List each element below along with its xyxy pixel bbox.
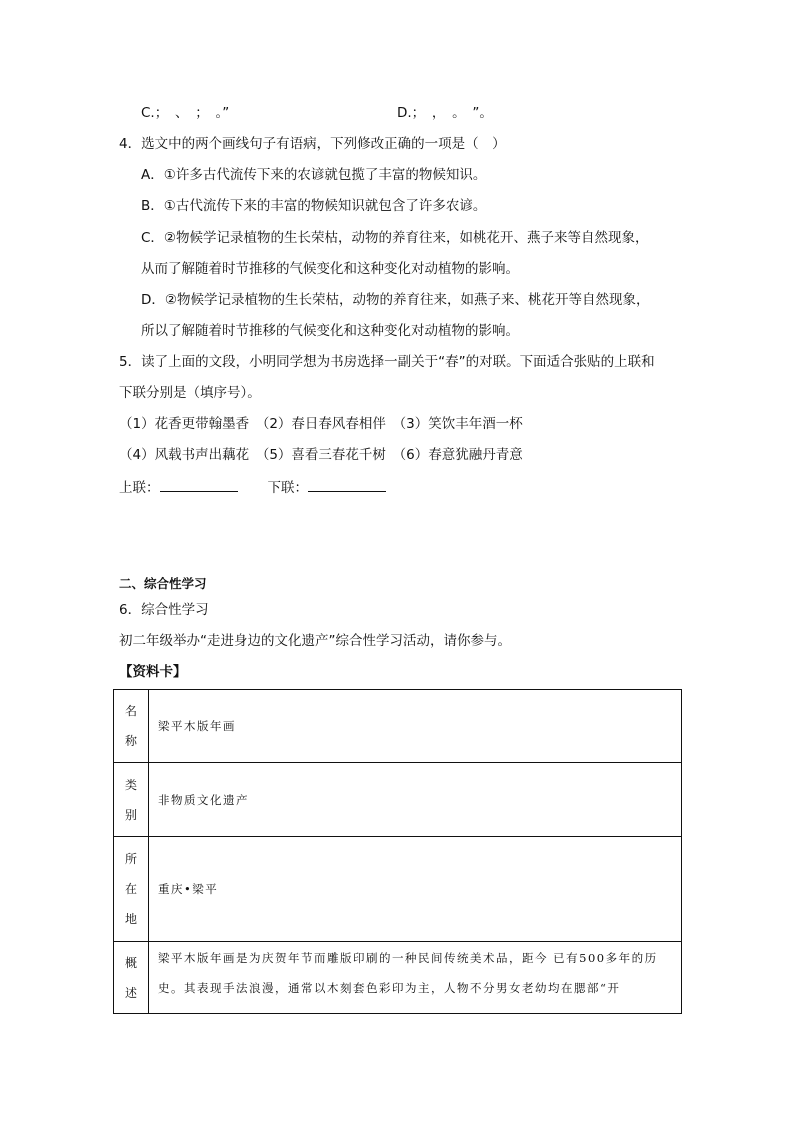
q4-option-d-line1: D．②物候学记录植物的生长荣枯，动物的养育往来，如燕子来、桃花开等自然现象，: [141, 292, 650, 308]
row-label-location: 所 在 地: [114, 837, 149, 942]
table-row: [114, 763, 682, 837]
row-label-overview: 概 述: [114, 942, 149, 1014]
q4-stem: 4．选文中的两个画线句子有语病，下列修改正确的一项是（ ）: [119, 136, 506, 152]
row-value-location: 重庆•梁平: [149, 837, 682, 942]
upper-couplet-label: 上联：: [119, 480, 160, 496]
lower-couplet-blank[interactable]: [308, 477, 386, 492]
q4-option-c-line2: 从而了解随着时节推移的气候变化和这种变化对动植物的影响。: [141, 261, 519, 277]
table-row: [114, 837, 682, 942]
q5-answer-row: [119, 477, 416, 498]
q3-option-d: D.； ， 。 ”。: [397, 105, 493, 121]
q5-choices-row2: （4）风载书声出藕花 （5）喜看三春花千树 （6）春意犹融丹青意: [119, 447, 523, 463]
q5-stem-line1: 5．读了上面的文段，小明同学想为书房选择一副关于“春”的对联。下面适合张贴的上联和: [119, 354, 655, 370]
upper-couplet-blank[interactable]: [160, 477, 238, 492]
row-value-category: 非物质文化遗产: [149, 763, 682, 837]
q4-option-b: B．①古代流传下来的丰富的物候知识就包含了许多农谚。: [141, 198, 487, 214]
lower-couplet-label: 下联：: [267, 480, 308, 496]
q4-option-d-line2: 所以了解随着时节推移的气候变化和这种变化对动植物的影响。: [141, 323, 519, 339]
activity-intro: 初二年级举办“走进身边的文化遗产”综合性学习活动，请你参与。: [119, 633, 511, 649]
table-row: [114, 942, 682, 1014]
q5-stem-line2: 下联分别是（填序号）。: [119, 385, 261, 401]
row-value-overview: 梁平木版年画是为庆贺年节而雕版印刷的一种民间传统美术品，距今 已有500多年的历史。其表现手法浪漫，通常以木刻套色彩印为主，人物不分男女老幼均在腮部“开: [149, 942, 682, 1014]
table-row: [114, 690, 682, 763]
row-label-name: 名 称: [114, 690, 149, 763]
q3-option-c: C.； 、 ； 。”: [141, 105, 230, 121]
section-heading: 二、综合性学习: [119, 576, 207, 591]
row-value-name: 梁平木版年画: [149, 690, 682, 763]
q5-choices-row1: （1）花香更带翰墨香 （2）春日春风春相伴 （3）笑饮丰年酒一杯: [119, 416, 523, 432]
q4-option-a: A．①许多古代流传下来的农谚就包揽了丰富的物候知识。: [141, 167, 487, 183]
row-label-category: 类 别: [114, 763, 149, 837]
q4-option-c-line1: C．②物候学记录植物的生长荣枯，动物的养育往来，如桃花开、燕子来等自然现象，: [141, 230, 649, 246]
data-card-table: [113, 689, 682, 1014]
data-card-title: 【资料卡】: [119, 664, 187, 680]
q6-title: 6．综合性学习: [119, 602, 209, 618]
